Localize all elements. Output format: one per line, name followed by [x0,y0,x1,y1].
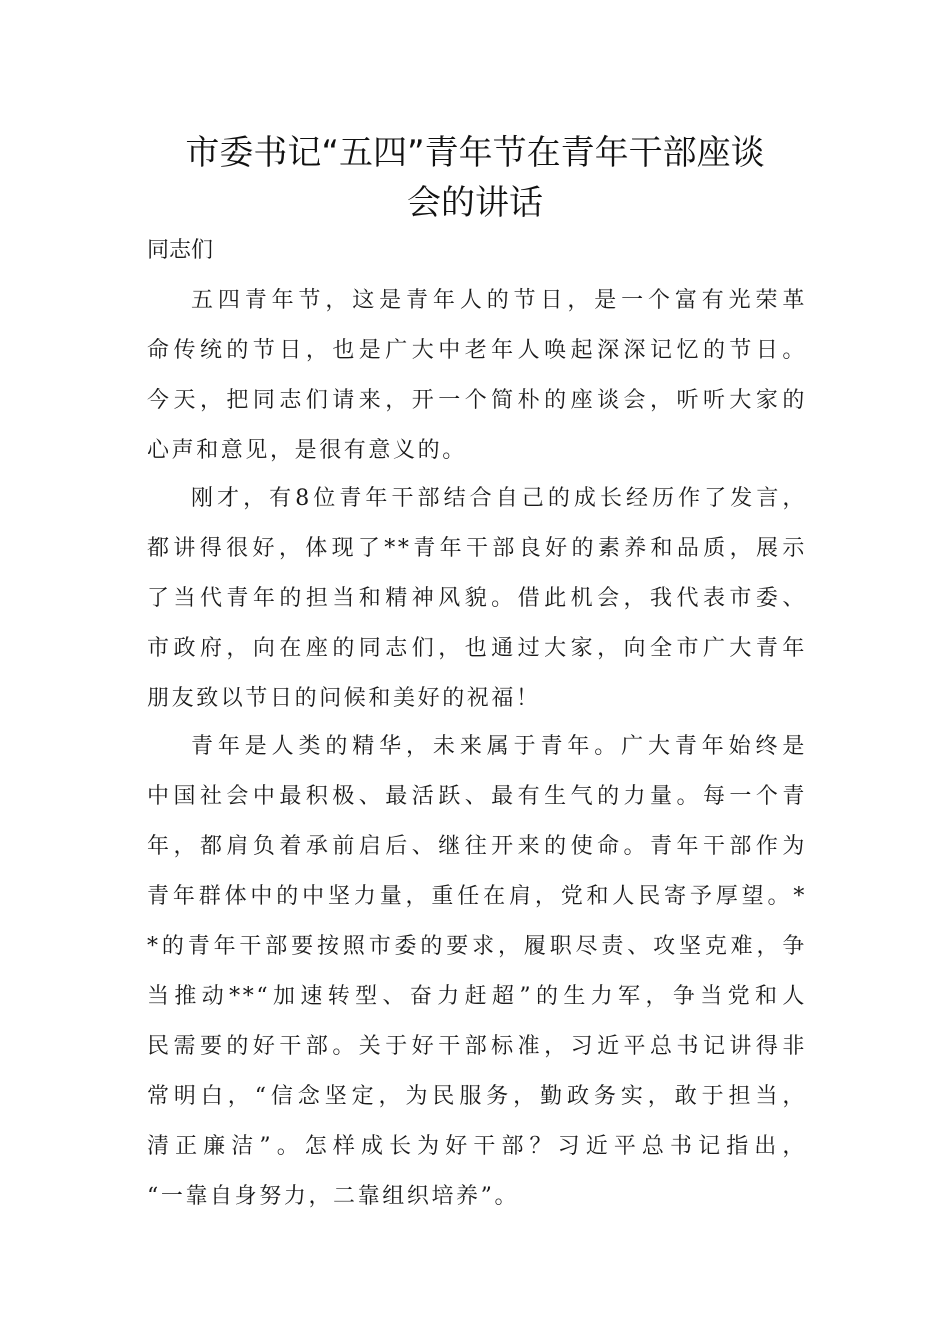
paragraph-line: 刚才，有8位青年干部结合自己的成长经历作了发言， [191,486,807,511]
paragraph-line: 都讲得很好，体现了**青年干部良好的素养和品质，展示 [147,536,807,561]
document-title [140,128,810,228]
paragraph-1 [147,276,807,476]
paragraph-line: 当推动**“加速转型、奋力赶超”的生力军，争当党和人 [147,984,807,1009]
paragraph-line: 年，都肩负着承前启后、继往开来的使命。青年干部作为 [147,834,807,859]
paragraph-line: 常明白，“信念坚定，为民服务，勤政务实，敢于担当， [147,1084,807,1109]
paragraph-line: 心声和意见，是很有意义的。 [147,438,467,463]
paragraph-3 [147,722,807,1222]
paragraph-line: 五四青年节，这是青年人的节日，是一个富有光荣革 [191,288,807,313]
paragraph-line: *的青年干部要按照市委的要求，履职尽责、攻坚克难，争 [147,934,807,959]
paragraph-line: 了当代青年的担当和精神风貌。借此机会，我代表市委、 [147,586,807,611]
paragraph-line: 青年是人类的精华，未来属于青年。广大青年始终是 [191,734,807,759]
title-line-1: 市委书记“五四”青年节在青年干部座谈 [185,133,765,173]
paragraph-line: 今天，把同志们请来，开一个简朴的座谈会，听听大家的 [147,388,807,413]
paragraph-2 [147,474,807,724]
paragraph-line: 中国社会中最积极、最活跃、最有生气的力量。每一个青 [147,784,807,809]
paragraph-line: “一靠自身努力，二靠组织培养”。 [147,1184,520,1209]
salutation: 同志们 [147,238,214,263]
paragraph-line: 清正廉洁”。怎样成长为好干部？习近平总书记指出， [147,1134,807,1159]
paragraph-line: 朋友致以节日的问候和美好的祝福！ [147,686,541,711]
title-line-2: 会的讲话 [407,183,543,223]
paragraph-line: 民需要的好干部。关于好干部标准，习近平总书记讲得非 [147,1034,807,1059]
paragraph-line: 青年群体中的中坚力量，重任在肩，党和人民寄予厚望。* [147,884,807,909]
paragraph-line: 市政府，向在座的同志们，也通过大家，向全市广大青年 [147,636,807,661]
paragraph-line: 命传统的节日，也是广大中老年人唤起深深记忆的节日。 [147,338,807,363]
